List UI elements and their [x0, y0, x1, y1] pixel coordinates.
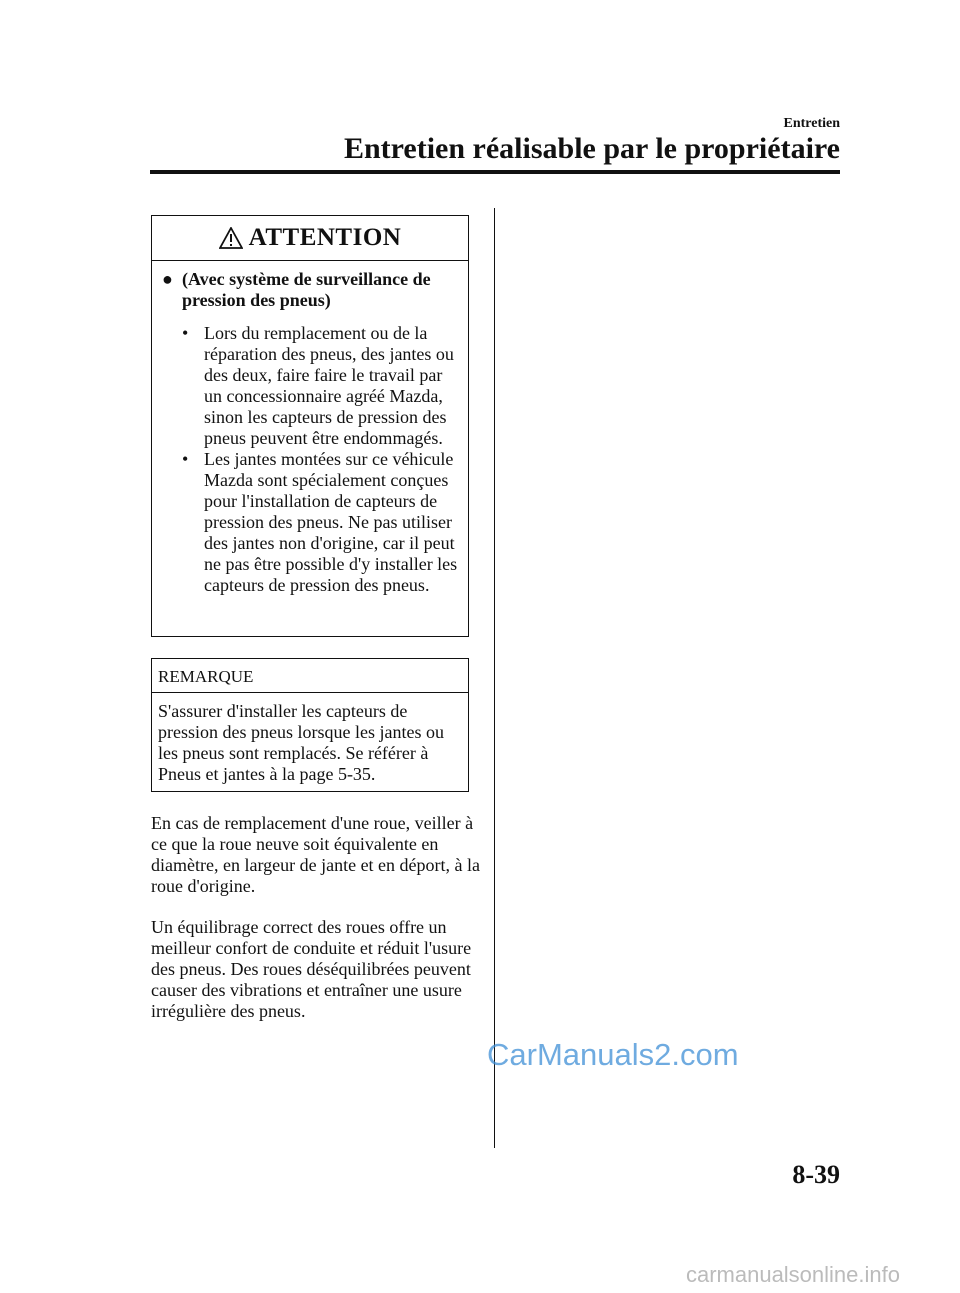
page-title: Entretien réalisable par le propriétaire [343, 132, 840, 165]
bullet-sub: • [182, 323, 189, 343]
header-rule [150, 170, 840, 174]
attention-sub-text: Les jantes montées sur ce véhicule Mazda sont spécialement conçues pour l'installation de capteurs de pression des pneus. Ne pas utiliser des jantes non d'origine, car il peut ne pas être possible d'y installer les capteurs de pression des pneus. [204, 449, 458, 595]
header-section: Entretien [783, 116, 840, 131]
paragraph-wheel-replacement: En cas de remplacement d'une roue, veiller à ce que la roue neuve soit équivalente en diamètre, en largeur de jante et en déport, à la roue d'origine. [151, 813, 481, 896]
bullet-sub: • [182, 449, 189, 469]
remarque-text: S'assurer d'installer les capteurs de pression des pneus lorsque les jantes ou les pneus sont remplacés. Se référer à Pneus et jantes à la page 5-35. [158, 701, 444, 784]
attention-body [152, 261, 468, 596]
attention-header [152, 216, 468, 261]
attention-sub-text: Lors du remplacement ou de la réparation des pneus, des jantes ou des deux, faire faire le travail par un concessionnaire agréé Mazda, sinon les capteurs de pression des pneus peuvent être endommagés. [204, 323, 454, 448]
column-divider [494, 208, 495, 1148]
footer-site: carmanualsonline.info [685, 1262, 900, 1287]
paragraph-wheel-balancing: Un équilibrage correct des roues offre un meilleur confort de conduite et réduit l'usure des pneus. Des roues déséquilibrées peuvent causer des vibrations et entraîner une usure irrégulière des pneus. [151, 917, 472, 1021]
watermark-logo: CarManuals2.com [487, 1037, 739, 1072]
page-number: 8-39 [792, 1160, 840, 1189]
attention-item-heading: (Avec système de surveillance de pression des pneus) [182, 269, 431, 310]
attention-title: ATTENTION [248, 224, 402, 251]
warning-icon [219, 227, 243, 249]
attention-sub-list [182, 323, 460, 596]
remarque-title: REMARQUE [152, 659, 468, 693]
attention-sub-item [182, 323, 460, 449]
remarque-box [151, 658, 469, 792]
attention-item [162, 269, 460, 311]
attention-box [151, 215, 469, 637]
bullet-main: ● [162, 269, 173, 289]
attention-sub-item [182, 449, 460, 596]
